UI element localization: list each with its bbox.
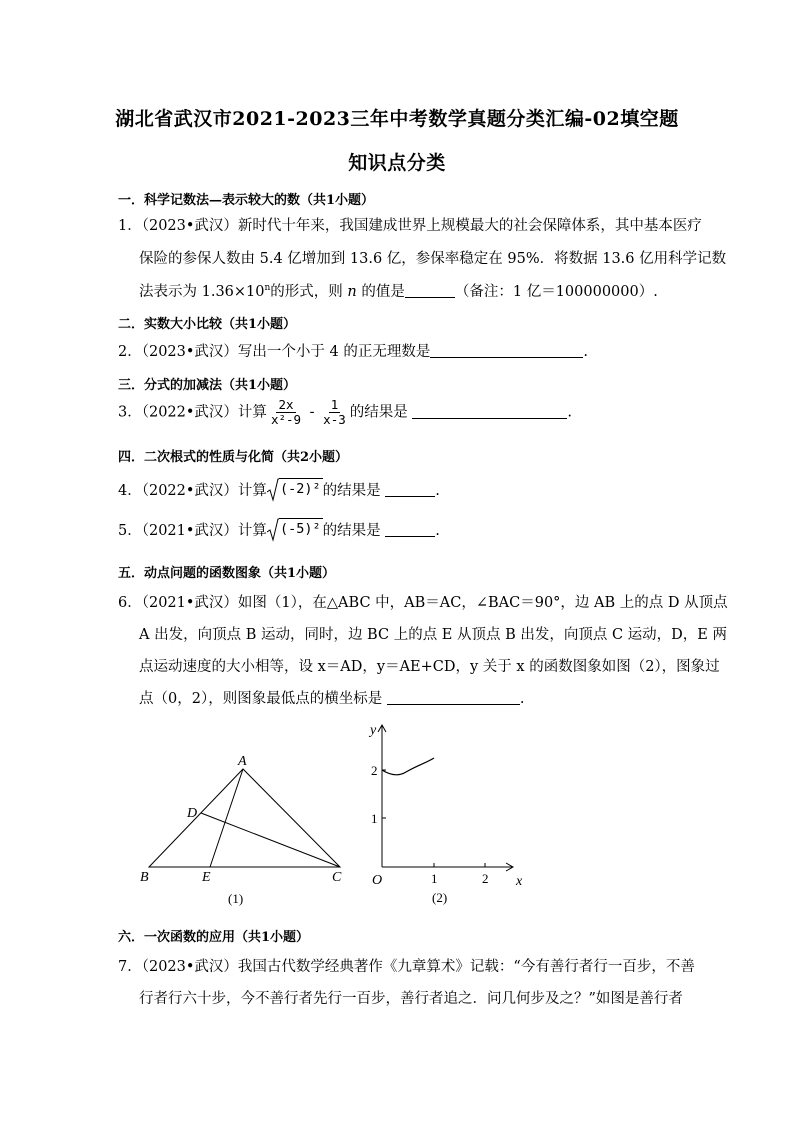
- label-b: B: [140, 870, 149, 885]
- tick-label-y1: 1: [371, 811, 378, 826]
- q6-line4: 点（0，2），则图象最低点的横坐标是 .: [139, 691, 525, 707]
- q7-line1: 7．（2023•武汉）我国古代数学经典著作《九章算术》记载：“今有善行者行一百步，不善: [118, 959, 695, 975]
- q6-line2: A 出发，向顶点 B 运动，同时，边 BC 上的点 E 从顶点 B 出发，向顶点 C 运动，D，E 两: [139, 627, 727, 643]
- tick-label-x2: 2: [482, 871, 489, 886]
- radical-sign-icon: [267, 518, 279, 542]
- origin-label: O: [372, 873, 383, 888]
- answer-blank: [412, 404, 567, 419]
- q1-line3: 法表示为 $1.36\times 10^n$的形式，则 n 的值是 （备注：1 亿＝100000000）.: [139, 283, 658, 300]
- answer-blank: [385, 522, 435, 537]
- sqrt-expression: (-2)²: [267, 478, 323, 502]
- label-c: C: [332, 870, 342, 885]
- q1-line1: 1．（2023•武汉）新时代十年来，我国建成世界上规模最大的社会保障体系，其中基本医疗: [118, 218, 702, 234]
- axis-label-x: x: [516, 874, 523, 889]
- q1-line2: 保险的参保人数由 5.4 亿增加到 13.6 亿，参保率稳定在 95%．将数据 13.6 亿用科学记数: [139, 251, 727, 267]
- caption-1: (1): [228, 891, 244, 906]
- function-curve: [382, 758, 434, 775]
- answer-blank: [405, 283, 455, 298]
- q6-line1: 6．（2021•武汉）如图（1），在△ABC 中，AB＝AC，∠BAC＝90°，边 AB 上的点 D 从顶点: [118, 595, 728, 611]
- label-d: D: [187, 806, 198, 821]
- fraction-2: $\frac{1}{x-3}$: [323, 397, 346, 427]
- figure-1-triangle: [130, 745, 360, 910]
- q2-line: 2．（2023•武汉）写出一个小于 4 的正无理数是 .: [118, 344, 588, 360]
- axis-label-y: y: [370, 723, 377, 738]
- answer-blank: [385, 482, 435, 497]
- q4-line: 4．（2022•武汉）计算 (-2)² 的结果是 .: [118, 478, 440, 502]
- label-a: A: [238, 754, 247, 769]
- section-heading-5: 五．动点问题的函数图象（共1小题）: [118, 566, 336, 581]
- tick-label-y2: 2: [371, 763, 378, 778]
- q6-line3: 点运动速度的大小相等，设 x＝AD，y＝AE+CD，y 关于 x 的函数图象如图（2），图象过: [139, 659, 720, 675]
- answer-blank: [387, 690, 520, 705]
- section-heading-2: 二．实数大小比较（共1小题）: [118, 317, 297, 332]
- q3-line: 3．（2022•武汉）计算 $\frac{2x}{\text{x²-9}}$ - $\frac{1}{x-3}$ 的结果是 .: [118, 397, 572, 427]
- section-heading-3: 三．分式的加减法（共1小题）: [118, 378, 297, 393]
- caption-2: (2): [432, 890, 448, 905]
- section-heading-6: 六．一次函数的应用（共1小题）: [118, 930, 310, 945]
- page-title: 湖北省武汉市2021-2023三年中考数学真题分类汇编-02填空题: [115, 108, 679, 130]
- figure-2-graph: [360, 720, 535, 910]
- triangle-abc: [149, 769, 340, 867]
- page-subtitle: 知识点分类: [348, 152, 446, 174]
- fraction-1: $\frac{2x}{\text{x²-9}}$: [270, 397, 302, 427]
- sqrt-expression: (-5)²: [267, 518, 323, 542]
- q7-line2: 行者行六十步，今不善行者先行一百步，善行者追之．问几何步及之？”如图是善行者: [139, 991, 683, 1007]
- segment-cd: [201, 813, 340, 867]
- section-heading-1: 一．科学记数法—表示较大的数（共1小题）: [118, 193, 375, 208]
- tick-label-x1: 1: [431, 871, 438, 886]
- section-heading-4: 四．二次根式的性质与化简（共2小题）: [118, 450, 349, 465]
- q5-line: 5．（2021•武汉）计算 (-5)² 的结果是 .: [118, 518, 440, 542]
- label-e: E: [202, 870, 211, 885]
- answer-blank: [430, 343, 583, 358]
- radical-sign-icon: [267, 478, 279, 502]
